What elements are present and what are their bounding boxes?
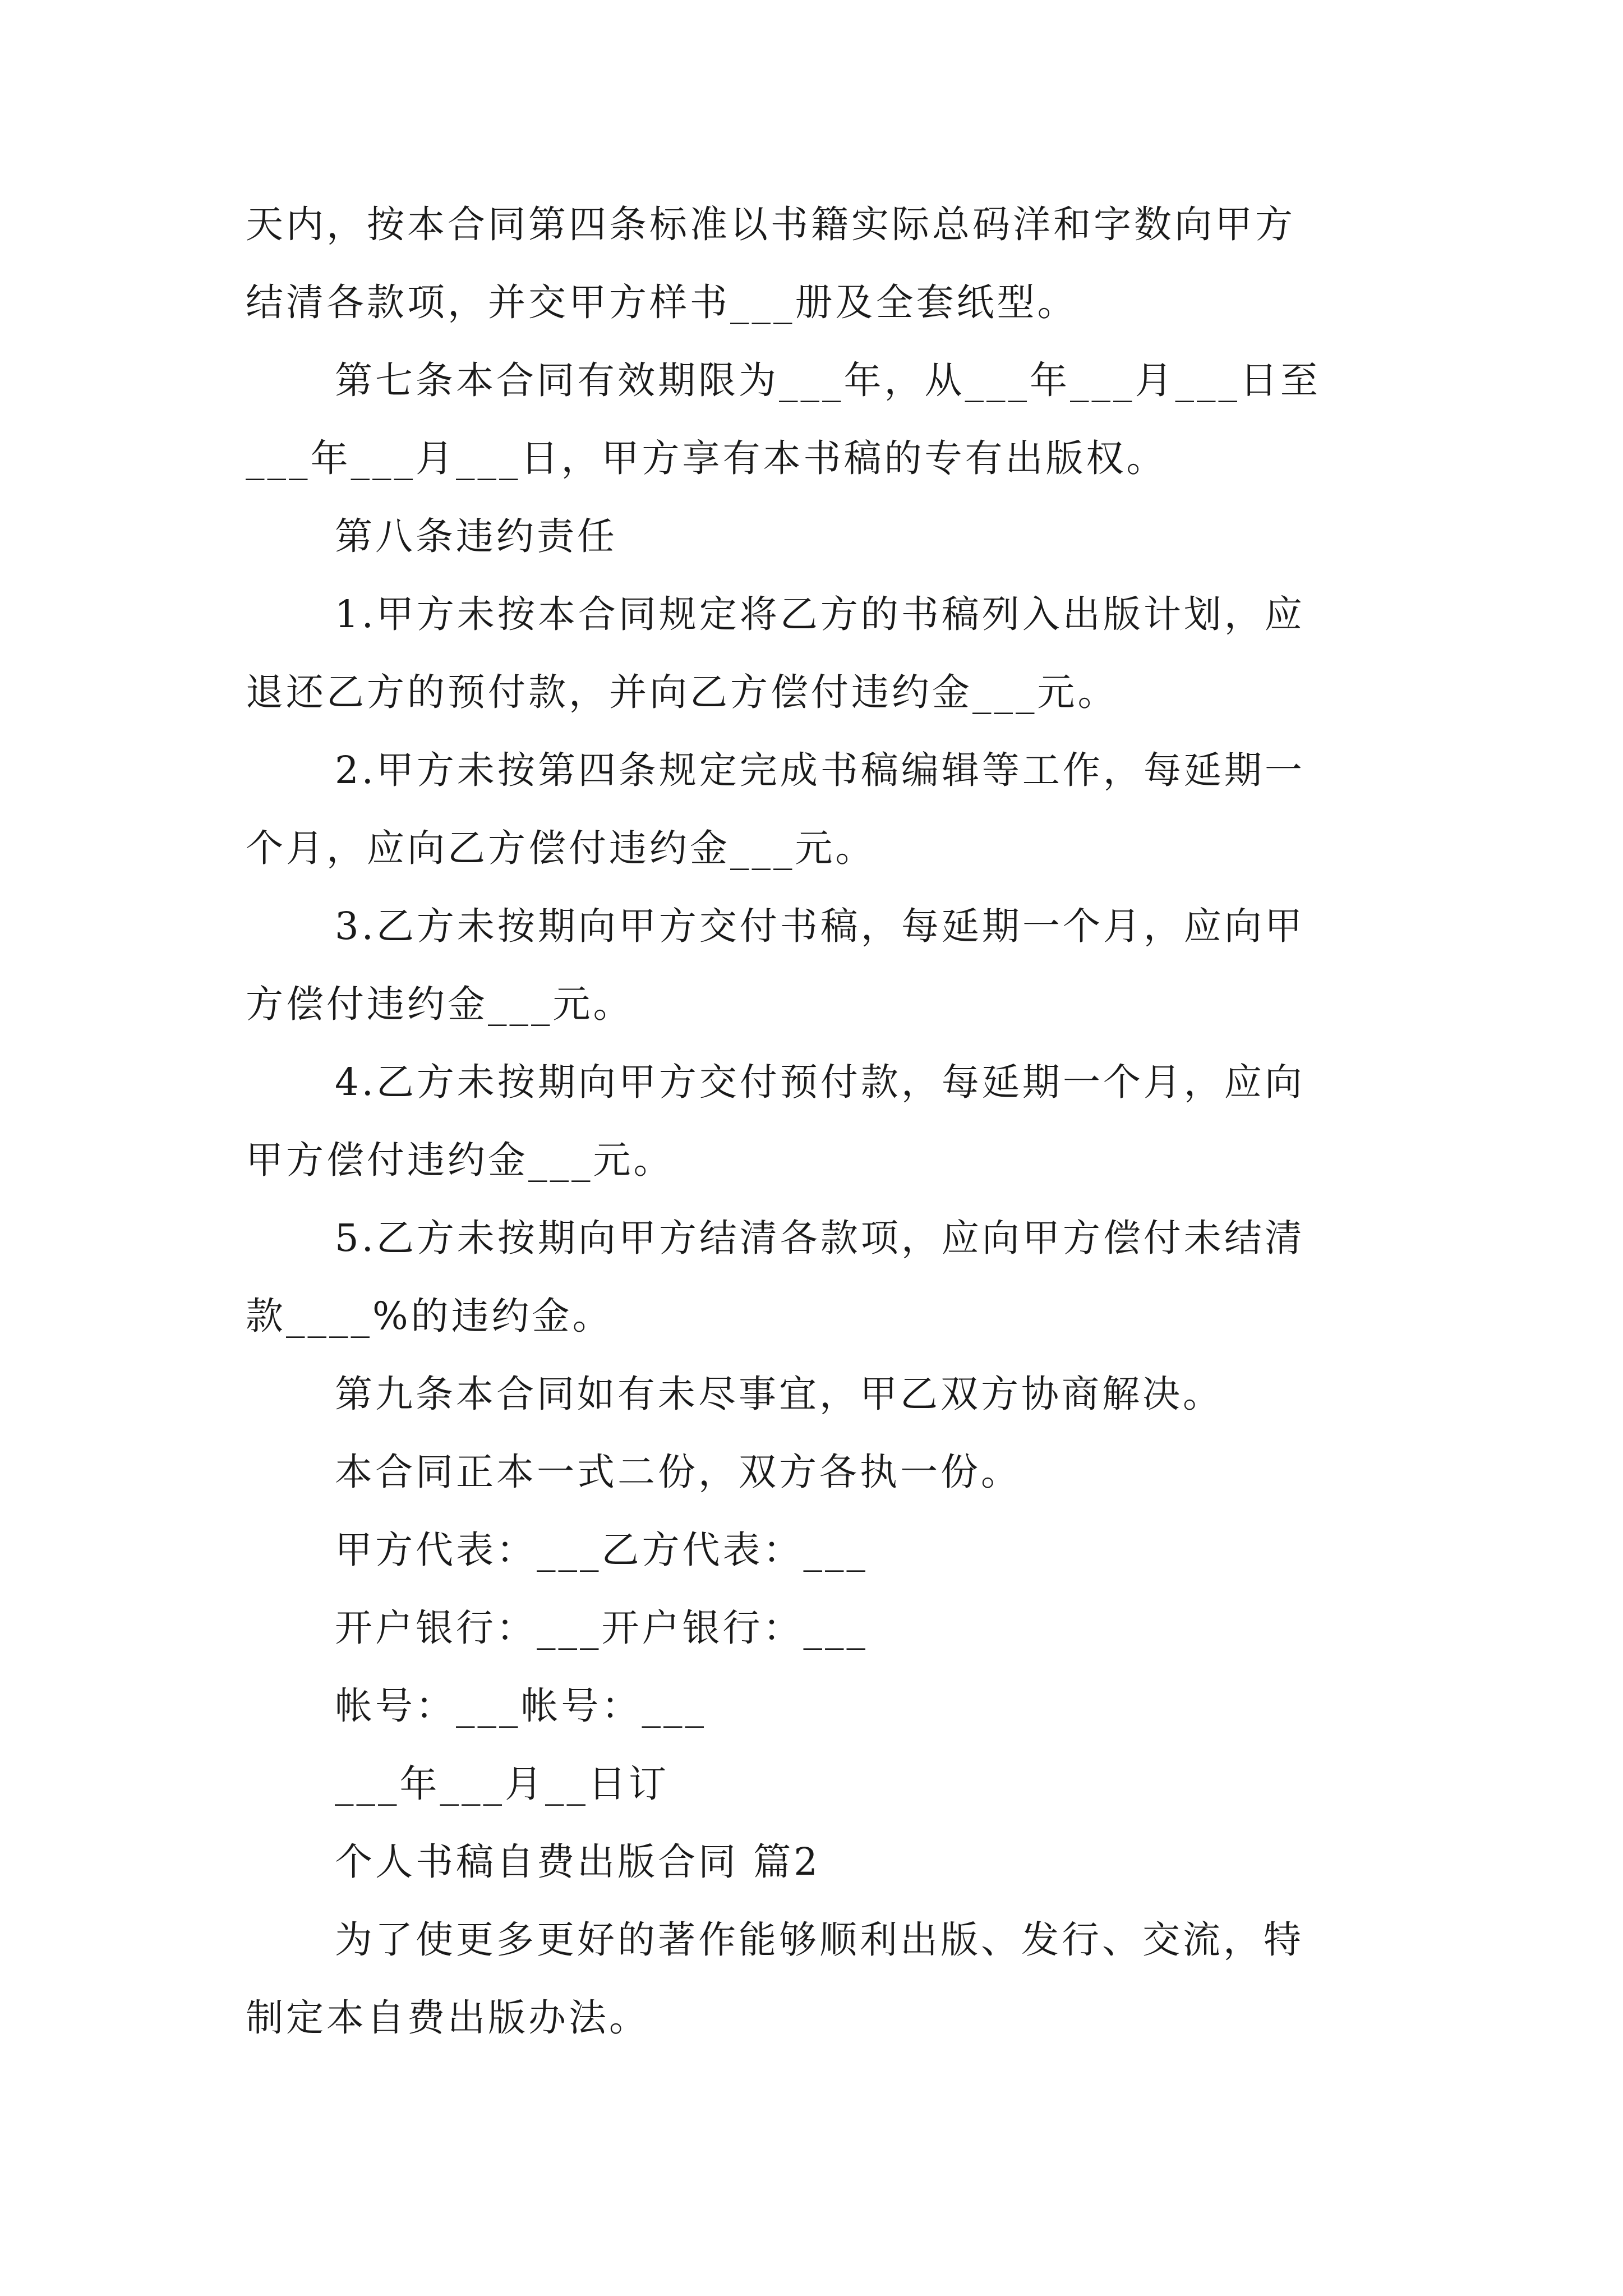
section-heading: 第八条违约责任 (335, 514, 617, 558)
signature-line: 开户银行：___开户银行：___ (335, 1606, 868, 1650)
text-line: 甲方偿付违约金___元。 (246, 1138, 674, 1182)
text-line: 第七条本合同有效期限为___年，从___年___月___日至 (335, 358, 1321, 402)
text-line: 4.乙方未按期向甲方交付预付款，每延期一个月，应向 (335, 1060, 1305, 1104)
text-line: 3.乙方未按期向甲方交付书稿，每延期一个月，应向甲 (335, 904, 1305, 948)
text-line: 1.甲方未按本合同规定将乙方的书稿列入出版计划，应 (335, 592, 1305, 636)
signature-line: 甲方代表：___乙方代表：___ (335, 1528, 868, 1572)
text-line: 5.乙方未按期向甲方结清各款项，应向甲方偿付未结清 (335, 1216, 1305, 1260)
text-line: 天内，按本合同第四条标准以书籍实际总码洋和字数向甲方 (246, 203, 1295, 246)
text-line: 款____%的违约金。 (246, 1294, 613, 1338)
text-line: 本合同正本一式二份，双方各执一份。 (335, 1450, 1021, 1494)
signature-line: 帐号：___帐号：___ (335, 1684, 707, 1728)
text-line: 第九条本合同如有未尽事宜，甲乙双方协商解决。 (335, 1372, 1223, 1416)
text-line: 个月，应向乙方偿付违约金___元。 (246, 826, 876, 870)
text-line: 制定本自费出版办法。 (246, 1996, 649, 2040)
text-line: 方偿付违约金___元。 (246, 982, 634, 1026)
date-line: ___年___月__日订 (335, 1762, 669, 1806)
text-line: ___年___月___日，甲方享有本书稿的专有出版权。 (246, 436, 1167, 480)
text-line: 退还乙方的预付款，并向乙方偿付违约金___元。 (246, 670, 1118, 714)
section-title: 个人书稿自费出版合同 篇2 (335, 1840, 820, 1884)
text-line: 2.甲方未按第四条规定完成书稿编辑等工作，每延期一 (335, 748, 1305, 792)
text-line: 为了使更多更好的著作能够顺利出版、发行、交流，特 (335, 1918, 1304, 1962)
text-line: 结清各款项，并交甲方样书___册及全套纸型。 (246, 280, 1078, 324)
